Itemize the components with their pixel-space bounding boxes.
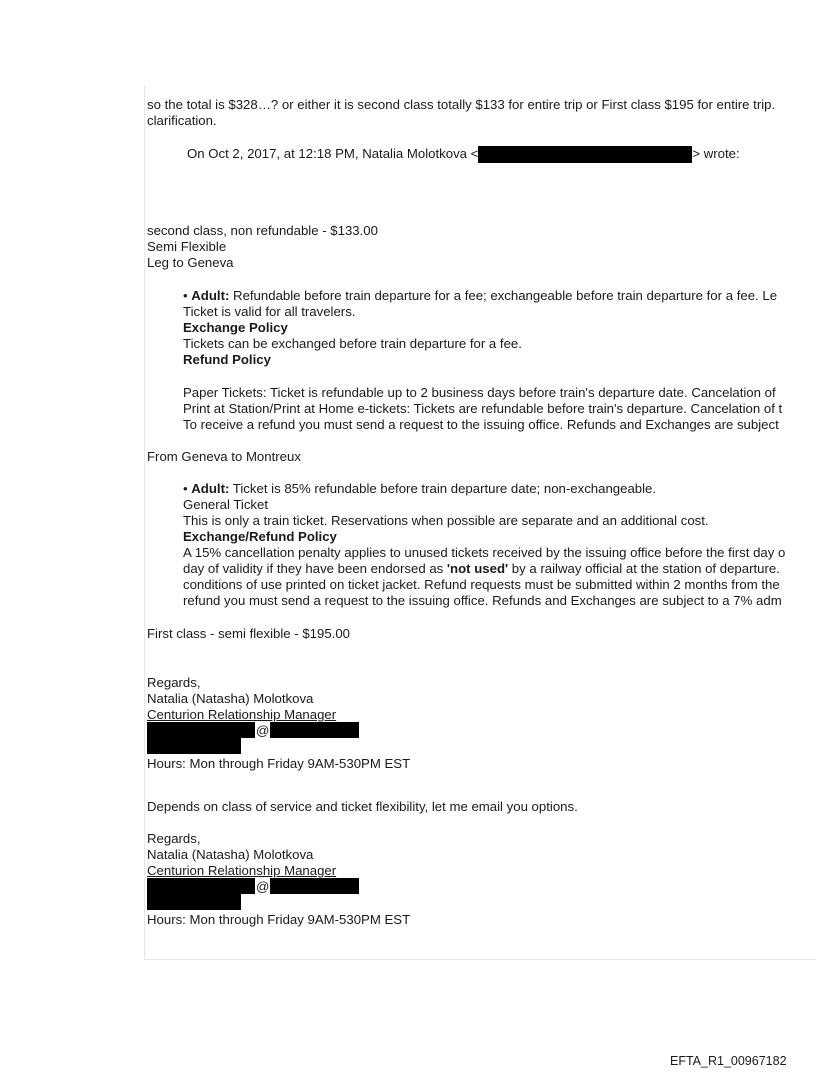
option-title: second class, non refundable - $133.00: [147, 223, 378, 238]
bullet-item: [183, 288, 777, 304]
policy-text: by a railway official at the station of departure.: [508, 561, 780, 576]
document-id: EFTA_R1_00967182: [670, 1054, 787, 1068]
valid-line: Ticket is valid for all travelers.: [183, 304, 356, 319]
signature-title: Centurion Relationship Manager: [147, 707, 337, 722]
signature-name: Natalia (Natasha) Molotkova: [147, 847, 314, 862]
policy-line: conditions of use printed on ticket jacket. Refund requests must be submitted within 2 months from the: [183, 577, 780, 592]
policy-text: day of validity if they have been endorsed as: [183, 561, 447, 576]
redacted-phone: [147, 737, 241, 754]
redacted-email-user: [147, 878, 255, 894]
quote-header-prefix: On Oct 2, 2017, at 12:18 PM, Natalia Molotkova <: [187, 146, 479, 161]
option-leg: From Geneva to Montreux: [147, 449, 301, 464]
bullet-label: Adult:: [191, 288, 230, 303]
option-flex: Semi Flexible: [147, 239, 227, 254]
signature-title: Centurion Relationship Manager: [147, 863, 337, 878]
redacted-email-domain: [270, 878, 359, 894]
policy-line: A 15% cancellation penalty applies to unused tickets received by the issuing office before the first day o: [183, 545, 786, 560]
first-class-option: First class - semi flexible - $195.00: [147, 626, 351, 641]
policy-line: [183, 561, 780, 577]
signature-regards: Regards,: [147, 831, 201, 846]
exchange-heading: Exchange Policy: [183, 320, 288, 335]
signature-hours: Hours: Mon through Friday 9AM-530PM EST: [147, 912, 411, 927]
policy-heading: Exchange/Refund Policy: [183, 529, 337, 544]
option-leg: Leg to Geneva: [147, 255, 234, 270]
exchange-text: Tickets can be exchanged before train departure for a fee.: [183, 336, 522, 351]
redacted-email-user: [147, 722, 255, 738]
followup-message: Depends on class of service and ticket flexibility, let me email you options.: [147, 799, 578, 814]
intro-line: clarification.: [147, 113, 217, 128]
ticket-note: This is only a train ticket. Reservations when possible are separate and an additional cost.: [183, 513, 709, 528]
refund-line: To receive a refund you must send a request to the issuing office. Refunds and Exchanges are subject: [183, 417, 779, 432]
bullet-dot: •: [183, 481, 192, 496]
ticket-type: General Ticket: [183, 497, 269, 512]
refund-line: Paper Tickets: Ticket is refundable up to 2 business days before train's departure date. Cancelation of: [183, 385, 776, 400]
refund-line: Print at Station/Print at Home e-tickets: Tickets are refundable before train's departure. Cancelation of t: [183, 401, 783, 416]
policy-line: refund you must send a request to the issuing office. Refunds and Exchanges are subject to a 7% adm: [183, 593, 782, 608]
signature-hours: Hours: Mon through Friday 9AM-530PM EST: [147, 756, 411, 771]
quote-header: [187, 146, 740, 163]
signature-regards: Regards,: [147, 675, 201, 690]
signature-name: Natalia (Natasha) Molotkova: [147, 691, 314, 706]
policy-emphasis: 'not used': [446, 561, 509, 576]
bullet-label: Adult:: [191, 481, 230, 496]
bullet-dot: •: [183, 288, 192, 303]
refund-heading: Refund Policy: [183, 352, 271, 367]
redacted-email: [478, 146, 692, 163]
quote-header-suffix: > wrote:: [692, 146, 740, 161]
bullet-text: Ticket is 85% refundable before train departure date; non-exchangeable.: [229, 481, 657, 496]
bullet-item: [183, 481, 656, 497]
redacted-email-domain: [270, 722, 359, 738]
redacted-phone: [147, 893, 241, 910]
signature-at: @: [256, 723, 270, 738]
bullet-text: Refundable before train departure for a fee; exchangeable before train departure for a fee. Le: [229, 288, 778, 303]
intro-line: so the total is $328…? or either it is second class totally $133 for entire trip or First class $195 for entire trip.: [147, 97, 776, 112]
signature-at: @: [256, 879, 270, 894]
